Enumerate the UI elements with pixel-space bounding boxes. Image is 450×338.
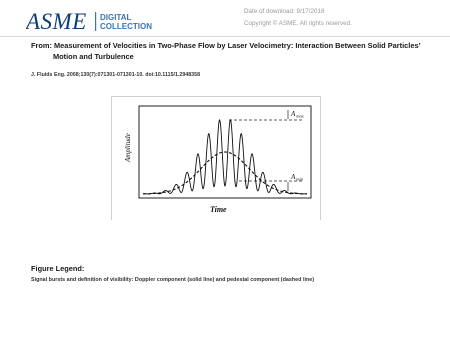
y-axis-label: Amplitude [124,133,132,162]
figure-legend-text: Signal bursts and definition of visibility: Doppler component (solid line) and pedestal component (dashed line) [31,277,315,283]
copyright-notice: Copyright © ASME. All rights reserved. [244,20,352,27]
asme-digital-collection-logo [26,8,158,34]
logo-divider [95,12,96,31]
logo-wordmark: ASME [26,9,87,34]
a-max-label: $A_{max}$ [291,110,304,119]
article-citation: J. Fluids Eng. 2008;130(7):071301-071301-10. doi:10.1115/1.2948358 [31,72,201,78]
logo-tag-line-1: DIGITAL [100,13,132,22]
logo-tag-line-2: COLLECTION [100,22,152,31]
a-min-label: $A_{min}$ [291,173,304,182]
header-divider [0,36,450,37]
figure-frame [112,97,321,221]
figure-signal-bursts [111,96,321,220]
x-axis-label: Time [210,205,227,214]
article-title: From: Measurement of Velocities in Two-Phase Flow by Laser Velocimetry: Interaction Between Solid Particles’ Motion and Turbulence [31,41,421,61]
download-date: Date of download: 9/17/2018 [244,8,325,15]
figure-legend-heading: Figure Legend: [31,264,85,273]
